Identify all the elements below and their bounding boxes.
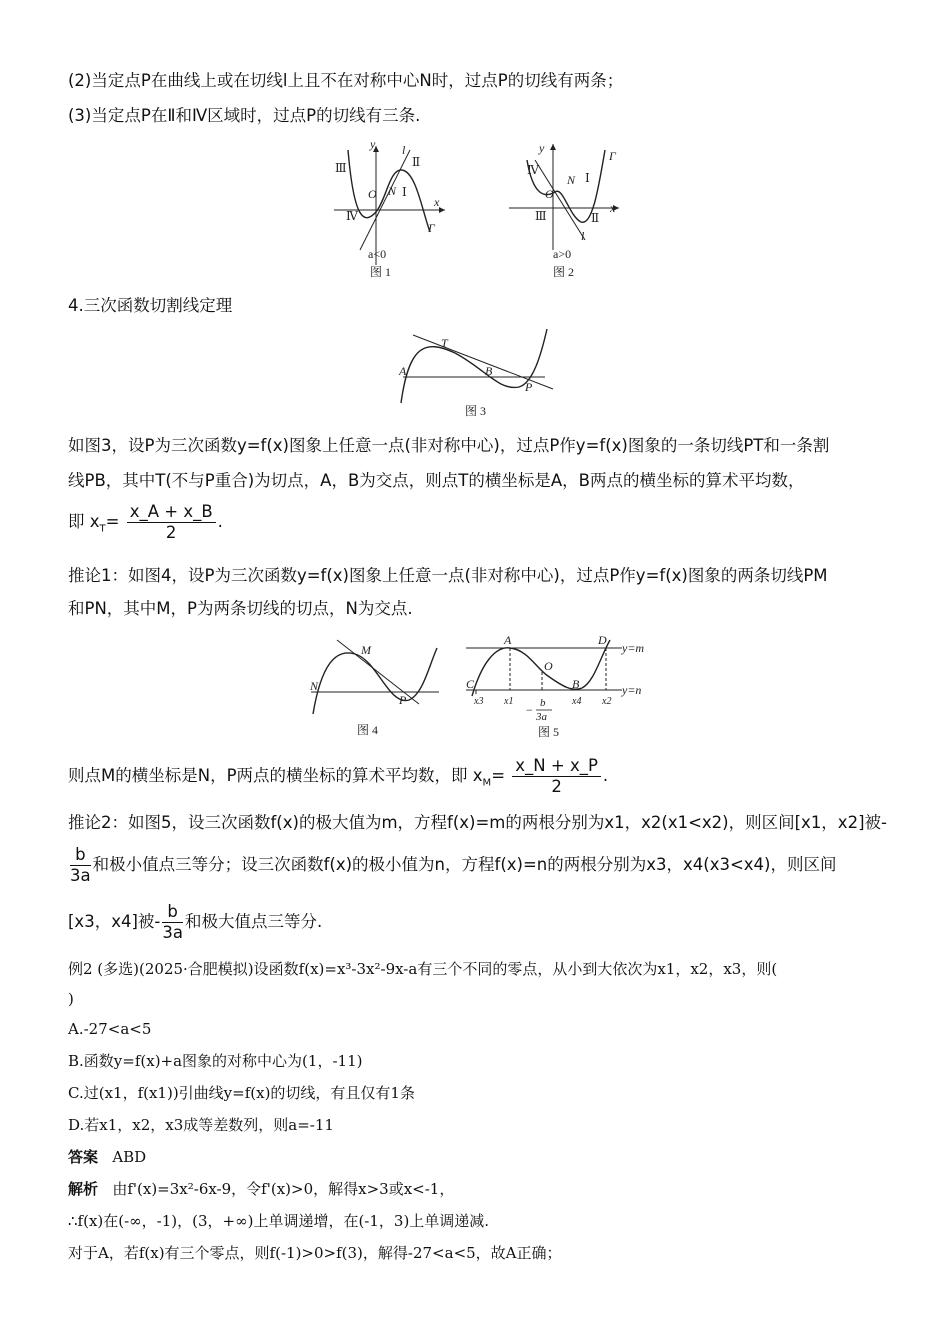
fig3-label-p: P [525, 380, 533, 394]
corollary-1-result-text: 则点M的横坐标是N，P两点的横坐标的算术平均数，即 x [68, 766, 483, 785]
theorem-formula-end: . [217, 512, 223, 531]
corollary-2-fraction-2 [162, 902, 183, 943]
fig1-label-x: x [434, 195, 440, 209]
fig1-label-gamma: Γ [428, 221, 435, 235]
fig5-label-x2: x2 [602, 696, 612, 707]
theorem-fraction-num: x_A + x_B [127, 502, 216, 523]
corollary-2-fraction-1 [70, 845, 91, 886]
fig5-label-yn: y=n [622, 683, 642, 697]
fig5-minus: − [526, 703, 533, 717]
corollary-1-line-2: 和PN，其中M，P为两条切线的切点，N为交点. [68, 599, 413, 618]
fig5-label-frac-num: b [540, 697, 546, 709]
fig1-caption: 图 1 [370, 265, 392, 279]
fig5-label-c: C [466, 677, 475, 691]
corollary-2-line-3-text: 和极大值点三等分. [184, 912, 323, 931]
figure-4 [305, 636, 445, 740]
fig1-label-iii: Ⅲ [335, 161, 347, 175]
corollary-1-fraction-den: 2 [551, 777, 562, 796]
fig2-label-gamma: Γ [609, 149, 616, 163]
fig1-label-o: O [368, 187, 377, 201]
fig5-label-d: D [598, 633, 607, 647]
fig3-label-b: B [485, 364, 493, 378]
corollary-1-result [68, 756, 608, 797]
corollary-1-fraction-num: x_N + x_P [512, 756, 601, 777]
theorem-formula [68, 502, 223, 543]
theorem-fraction-den: 2 [165, 523, 177, 542]
corollary-2-fraction-1-num: b [70, 845, 91, 866]
analysis-line-2: ∴f(x)在(-∞，-1)，(3，+∞)上单调递增，在(-1，3)上单调递减. [68, 1212, 490, 1230]
fig1-label-iv: Ⅳ [346, 209, 358, 223]
figure-5 [462, 632, 652, 744]
theorem-line-2: 线PB，其中T(不与P重合)为切点，A，B为交点，则点T的横坐标是A，B两点的横坐标的算术平均数， [68, 471, 805, 490]
theorem-formula-prefix: 即 x [68, 512, 100, 531]
option-a: A.-27<a<5 [68, 1020, 152, 1038]
fig3-caption: 图 3 [465, 404, 487, 418]
corollary-2-line-3 [68, 902, 322, 943]
corollary-1-line-1: 推论1：如图4，设P为三次函数y=f(x)图象上任意一点(非对称中心)，过点P作y=f(x)图象的两条切线PM [68, 566, 828, 585]
fig2-label-iii: Ⅲ [535, 209, 547, 223]
fig5-label-x4: x4 [572, 696, 582, 707]
fig2-label-n: N [567, 173, 576, 187]
corollary-2-fraction-2-den: 3a [162, 923, 183, 942]
fig5-label-a: A [504, 633, 512, 647]
fig4-label-n: N [310, 679, 319, 693]
fig2-label-ii: Ⅱ [591, 211, 600, 225]
para-2: (2)当定点P在曲线上或在切线l上且不在对称中心N时，过点P的切线有两条； [68, 71, 624, 90]
section-4-title: 4.三次函数切割线定理 [68, 296, 233, 315]
figure-2 [505, 140, 630, 285]
fig2-label-o: O [545, 187, 554, 201]
corollary-2-fraction-1-den: 3a [70, 866, 91, 885]
fig5-label-o: O [544, 659, 553, 673]
answer-value: ABD [112, 1148, 147, 1166]
theorem-line-1: 如图3，设P为三次函数y=f(x)图象上任意一点(非对称中心)，过点P作y=f(x)图象的一条切线PT和一条割 [68, 436, 830, 455]
fig5-label-frac-den: 3a [536, 711, 547, 723]
fig3-label-a: A [399, 364, 407, 378]
option-c: C.过(x1，f(x1))引曲线y=f(x)的切线，有且仅有1条 [68, 1084, 415, 1102]
analysis-label: 解析 [68, 1180, 99, 1198]
fig5-label-b: B [572, 677, 580, 691]
fig2-label-l: l [581, 229, 585, 243]
option-d: D.若x1，x2，x3成等差数列，则a=-11 [68, 1116, 334, 1134]
fig1-caption-a: a<0 [368, 247, 387, 261]
fig1-label-l: l [402, 143, 406, 157]
theorem-formula-eq: = [105, 512, 120, 531]
fig5-label-x1: x1 [504, 696, 514, 707]
fig4-label-p: P [399, 693, 407, 707]
corollary-2-fraction-2-num: b [162, 902, 183, 923]
corollary-2-line-2-text: 和极小值点三等分；设三次函数f(x)的极小值为n，方程f(x)=n的两根分别为x3，x4(x3<x4)，则区间 [92, 855, 837, 874]
figure-1 [330, 140, 450, 285]
example-stem-2: ) [68, 990, 74, 1008]
corollary-1-result-eq: = [491, 766, 506, 785]
option-b: B.函数y=f(x)+a图象的对称中心为(1，-11) [68, 1052, 363, 1070]
fig2-label-i: Ⅰ [585, 171, 590, 185]
corollary-2-line-3-prefix: [x3，x4]被- [68, 912, 161, 931]
fig2-caption-a: a>0 [553, 247, 572, 261]
fig2-label-iv: Ⅳ [527, 163, 539, 177]
corollary-1-result-end: . [602, 766, 609, 785]
fig2-caption: 图 2 [553, 265, 575, 279]
analysis-line-3: 对于A，若f(x)有三个零点，则f(-1)>0>f(3)，解得-27<a<5，故A正确； [68, 1244, 562, 1262]
corollary-1-fraction [512, 756, 601, 797]
fig1-label-i: Ⅰ [402, 185, 407, 199]
fig1-label-y: y [370, 140, 376, 151]
corollary-2-line-1: 推论2：如图5，设三次函数f(x)的极大值为m，方程f(x)=m的两根分别为x1，x2(x1<x2)，则区间[x1，x2]被- [68, 813, 887, 832]
para-3: (3)当定点P在Ⅱ和Ⅳ区域时，过点P的切线有三条. [68, 106, 421, 125]
fig3-label-t: T [441, 336, 448, 350]
fig4-label-m: M [361, 643, 371, 657]
answer-label: 答案 [68, 1148, 99, 1166]
fig5-label-x3: x3 [474, 696, 484, 707]
figure-3 [395, 325, 560, 423]
analysis-line-1 [68, 1178, 454, 1200]
example-stem-1: 例2 (多选)(2025·合肥模拟)设函数f(x)=x³-3x²-9x-a有三个不同的零点，从小到大依次为x1，x2，x3，则( [68, 960, 778, 978]
fig5-caption: 图 5 [538, 725, 560, 739]
analysis-text-1: 由f'(x)=3x²-6x-9，令f'(x)>0，解得x>3或x<-1， [112, 1180, 455, 1198]
theorem-fraction [127, 502, 216, 543]
fig1-label-n: N [388, 184, 397, 198]
corollary-2-line-2 [68, 845, 837, 886]
answer-line [68, 1146, 146, 1168]
fig5-label-ym: y=m [622, 641, 645, 655]
corollary-1-result-sub: M [482, 777, 492, 789]
fig2-label-x: x [610, 201, 616, 215]
fig2-label-y: y [539, 141, 545, 155]
theorem-formula-sub: T [99, 523, 106, 535]
fig4-caption: 图 4 [357, 723, 379, 737]
fig1-label-ii: Ⅱ [412, 155, 421, 169]
